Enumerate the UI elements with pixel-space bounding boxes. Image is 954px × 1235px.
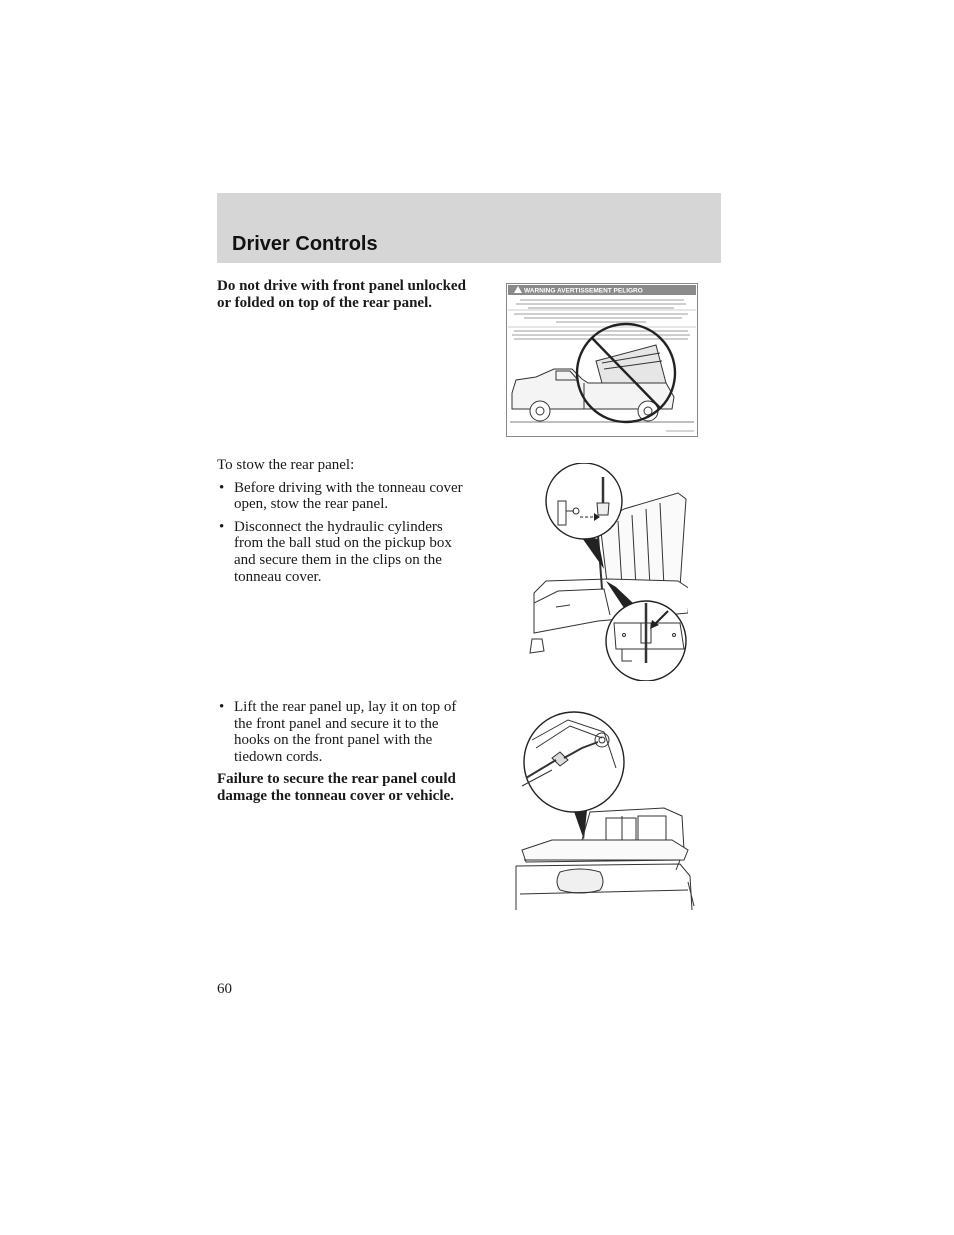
list-item: • Before driving with the tonneau cover open, stow the rear panel. [217, 480, 475, 513]
stow-intro: To stow the rear panel: [217, 457, 355, 473]
tiedown-cord-illustration [512, 700, 696, 912]
hydraulic-cylinder-figure [528, 463, 688, 681]
section-header [217, 193, 721, 263]
tiedown-cord-figure [512, 700, 696, 912]
stow-steps-list [217, 480, 475, 586]
warning-text: Failure to secure the rear panel could damage the tonneau cover or vehicle. [217, 771, 456, 804]
page-number: 60 [217, 981, 232, 997]
hydraulic-cylinder-illustration [528, 463, 688, 681]
warning-label-figure [506, 283, 698, 437]
lift-steps-list [217, 699, 475, 765]
warning-label-illustration [506, 283, 698, 437]
list-item: • Lift the rear panel up, lay it on top of the front panel and secure it to the hooks on the front panel with the tiedown cords. [217, 699, 475, 765]
warning-text: Do not drive with front panel unlocked or folded on top of the rear panel. [217, 278, 466, 311]
page-title: Driver Controls [232, 233, 378, 255]
warning-label-heading: WARNING AVERTISSEMENT PELIGRO [524, 287, 643, 295]
warning-block-front-panel [217, 278, 475, 311]
lift-instructions [217, 699, 475, 805]
list-item: • Disconnect the hydraulic cylinders from the ball stud on the pickup box and secure them in the clips on the tonneau cover. [217, 519, 475, 585]
stow-instructions [217, 457, 475, 591]
